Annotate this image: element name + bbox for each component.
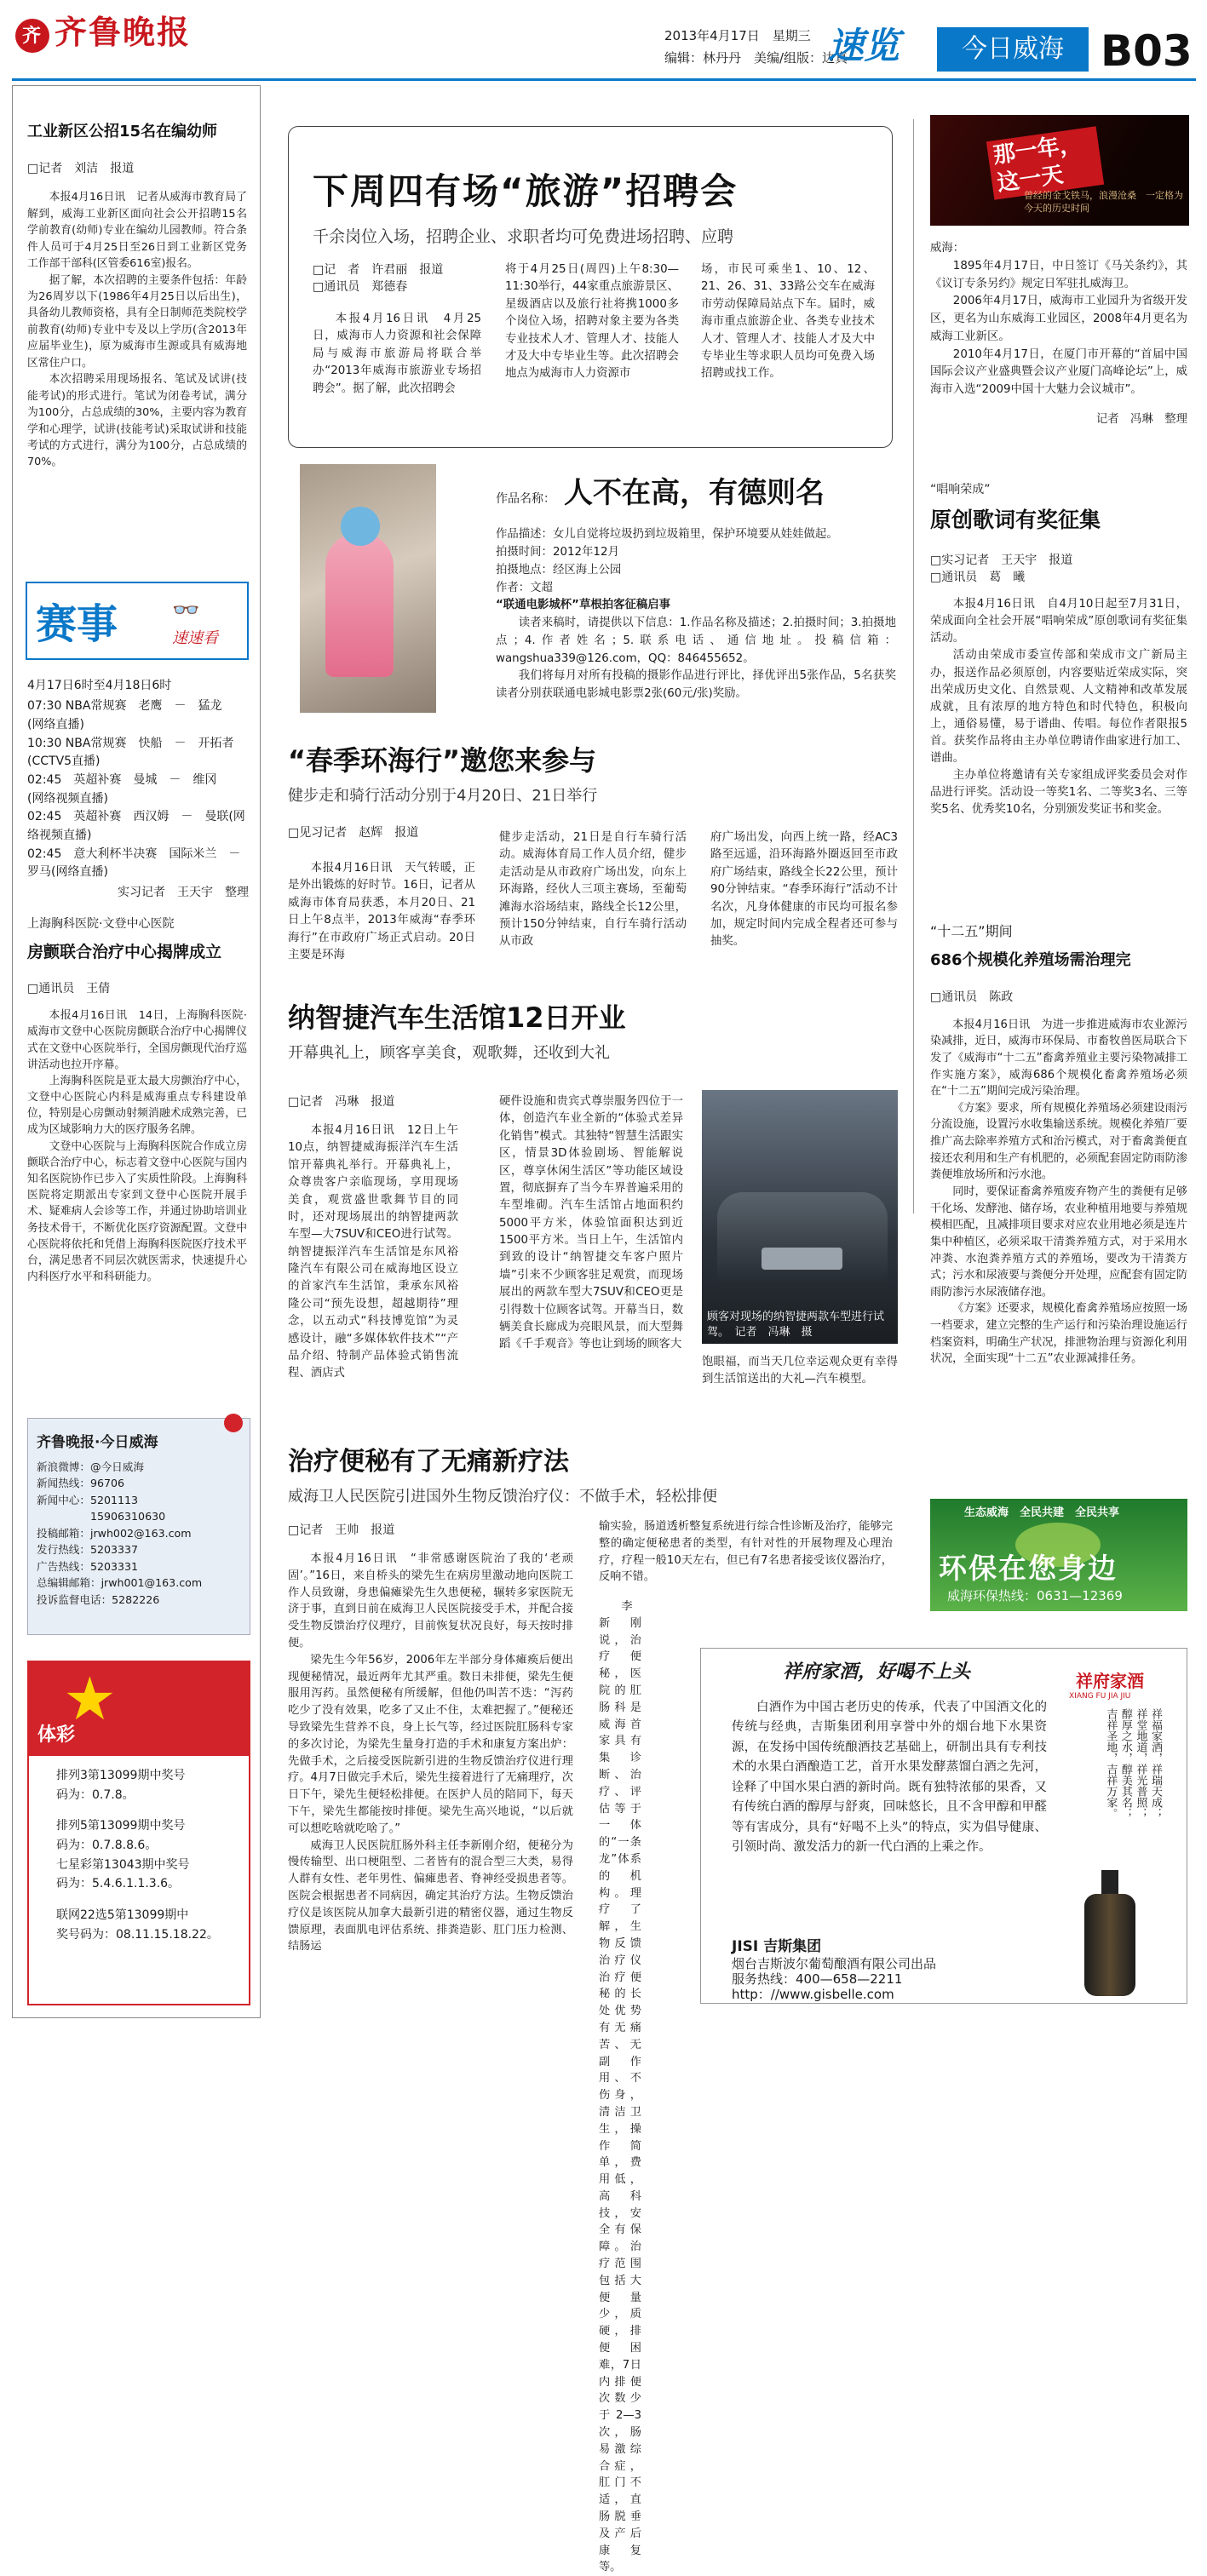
schedule-row: 07:30 NBA常规赛 老鹰 － 猛龙 <box>27 699 222 714</box>
contact-title: 齐鲁晚报·今日威海 <box>37 1434 158 1451</box>
article-column: 将于4月25日(周四)上午8:30—11:30举行，44家重点旅游景区、星级酒店以及旅行社将携1000多个岗位入场，招聘对象主要为各类专业技术人才、管理人才、技能人才及大中专毕业生等。此次招聘会地点为威海市人力资源市 <box>505 263 679 381</box>
contact-line: 广告热线：5203331 <box>37 1559 139 1573</box>
lottery-line: 联网22选5第13099期中 <box>56 1908 189 1923</box>
article-history <box>930 240 1187 429</box>
article-reporter: □通讯员 王倩 <box>27 981 111 995</box>
contest-time: 拍摄时间：2012年12月 <box>496 546 619 559</box>
schedule-range: 4月17日6时至4月18日6时 <box>27 679 172 692</box>
article-reporter: □记 者 许君丽 报道 <box>313 263 444 277</box>
lottery-banner <box>29 1662 249 1756</box>
article-column: 本报4月16日讯 天气转暖，正是外出锻炼的好时节。16日，记者从威海市体育局获悉，本月20日、21日上午8点半，2013年威海“春季环海行”在市政府广场正式启动。20日主要是环海 <box>288 862 475 961</box>
contest-place: 拍摄地点：经区海上公园 <box>496 563 622 577</box>
lottery-line: 码为：0.7.8.8.6。 <box>56 1839 158 1853</box>
article-kicker: “十二五”期间 <box>930 923 1013 939</box>
photo-caption: 顾客对现场的纳智捷两款车型进行试驾。 记者 冯琳 摄 <box>707 1311 885 1340</box>
lottery-label: 体彩 <box>37 1724 76 1746</box>
sports-header <box>26 582 249 660</box>
paragraph: 活动由荣成市委宣传部和荣成市文广新局主办，报送作品必须原创，内容要贴近荣成实际，突出荣成历史文化、自然景观、人文精神和改革发展成就，且有浓厚的地方特色和时代特色，积极向上，通俗易懂，易于谱曲、传唱。每位作者限报5首。获奖作品将由主办单位聘请作曲家进行加工、谱曲。 <box>930 649 1187 766</box>
wine-brand: JISI 吉斯集团 <box>732 1938 822 1955</box>
paragraph: 同时，要保证畜禽养殖废弃物产生的粪便有足够干化场、发酵池、储存场，农业种植用地要与养殖规模相匹配，且减排项目要求对应农业用地必须是连片集中种植区，必须采取干清粪养殖方式，对于采用水冲粪、水泡粪养殖方式的养殖场，要改为干清粪方式；污水和尿液要与粪便分开处理，应配套有固定防雨防渗污水尿液储存池。 <box>930 1185 1187 1299</box>
column-rule <box>913 119 914 1213</box>
article-heart-center <box>27 915 247 1285</box>
article-title: 原创歌词有奖征集 <box>930 508 1101 533</box>
schedule-row: 02:45 意大利杯半决赛 国际米兰 － 罗马(网络直播) <box>27 846 253 880</box>
schedule-row: 02:45 英超补赛 西汉姆 － 曼联(网络视频直播) <box>27 810 245 843</box>
article-column: 本报4月16日讯 12日上午10点，纳智捷威海振洋汽车生活馆开幕典礼举行。开幕典礼上，众尊贵客户亲临现场，享用现场美食，观赏盛世歌舞节目的同时，还对现场展出的纳智捷两款车型—大7SUV和CEO进行试驾。纳智捷振洋汽车生活馆是东风裕隆汽车有限公司在威海地区设立的首家汽车生活馆，秉承东风裕隆公司“预先设想，超越期待”理念，以五动式“科技博览馆”为灵感设计，融“多媒体软件技术”“产品介绍、特制产品体验式销售流程、酒店式 <box>288 1124 458 1380</box>
history-place: 威海： <box>930 242 965 255</box>
lottery-line: 排列5第13099期中奖号 <box>56 1819 186 1833</box>
lottery-line: 奖号码为：08.11.15.18.22。 <box>56 1927 219 1942</box>
contest-body <box>496 526 896 703</box>
car-grille <box>762 1248 842 1270</box>
contact-line: 投诉监督电话：5282226 <box>37 1592 160 1606</box>
article-body <box>930 596 1187 818</box>
glasses-icon: 👓 <box>172 598 200 623</box>
article-title: 下周四有场“旅游”招聘会 <box>313 170 739 212</box>
pushpin-icon <box>224 1414 243 1432</box>
article-reporter: □实习记者 王天宇 报道 <box>930 553 1073 567</box>
schedule-row: (网络视频直播) <box>27 791 108 806</box>
lottery-line: 七星彩第13043期中奖号 <box>56 1857 190 1872</box>
article-column: 饱眼福，而当天几位幸运观众更有幸得到生活馆送出的大礼—汽车模型。 <box>702 1356 898 1386</box>
schedule-row: 10:30 NBA常规赛 快船 － 开拓者(CCTV5直播) <box>27 736 234 769</box>
article-title: 房颤联合治疗中心揭牌成立 <box>27 943 222 962</box>
article-column: 硬件设施和贵宾式尊崇服务四位于一体，创造汽车业全新的“体验式差异化销售”模式。其独特“智慧生活跟实区，情景3D体验剧场、智能解说区，尊享休闲生活区”等功能区域设置，彻底摒弃了当今车界普遍采用的车型堆砌。汽车生活馆占地面积约5000平方米，体验馆面积达到近1500平方米。当日上午，生活馆内到致的设计“纳智捷交车客户照片墙”引来不少顾客驻足观赏，而现场展出的两款车型大7SUV和CEO更是引得数十位顾客试驾。开幕当日，数辆美食长廊成为亮眼风景，而大型舞蹈《千手观音》等也让到场的顾客大 <box>499 1095 683 1351</box>
contact-line: 投稿邮箱：jrwh002@163.com <box>37 1526 192 1540</box>
paragraph: 主办单位将邀请有关专家组成评奖委员会对作品进行评奖。活动设一等奖1名、二等奖3名、三等奖5名、优秀奖10名，分别颁发奖证书和奖金。 <box>930 769 1187 817</box>
environment-ad <box>930 1499 1187 1611</box>
paragraph: 梁先生今年56岁，2006年左半部分身体瘫痪后便出现便秘情况，最近两年尤其严重。数日未排便，梁先生便服用泻药。虽然便秘有所缓解，但他仍叫苦不迭：“泻药吃少了没有效果，吃多了又止不住，太难把握了。”便秘还导致梁先生营养不良，身上长气等，经过医院肛肠科专家的多次讨论，为梁先生量身打造的手术和康复方案出炉：先做手术，之后接受医院新引进的生物反馈治疗仪进行理疗。4月7日做完手术后，梁先生接着进行了无痛理疗，次日下午，梁先生便轻松排便。在医护人员的陪同下，每天下午，梁先生都能按时排便。梁先生高兴地说，“以后就可以想吃啥就吃啥了。” <box>288 1653 573 1835</box>
contact-lines <box>37 1459 250 1609</box>
wine-label-pinyin: XIANG FU JIA JIU <box>1069 1692 1131 1701</box>
paragraph: 威海卫人民医院肛肠外科主任李新刚介绍，便秘分为慢传输型、出口梗阻型、二者皆有的混合型三大类，易得人群有女性、老年男性、偏瘫患者、脊神经受损患者等。医院会根据患者不同病因，确定其治疗方法。生物反馈治疗仪是该医院从加拿大最新引进的精密仪器，通过生物反馈原理，表面肌电评估系统、排粪造影、肛门压力检测、结肠运 <box>288 1839 573 1954</box>
article-subtitle: 健步走和骑行活动分别于4月20日、21日举行 <box>288 787 598 806</box>
newspaper-logo: 齐 齐鲁晚报 <box>15 9 191 55</box>
paragraph: 本报4月16日讯 “非常感谢医院治了我的‘老顽固’。”16日，来自桥头的梁先生在病房里激动地向医院工作人员致谢，身患偏瘫梁先生久患便秘，辗转多家医院无济于事，直到日前在威海卫人民医院接受手术，并配合接受生物反馈治疗仪理疗，目前恢复状况良好，每天按时排便。 <box>288 1552 573 1649</box>
schedule-row: (网络直播) <box>27 717 84 731</box>
car-photo <box>702 1090 898 1344</box>
paragraph: 上海胸科医院是亚太最大房颤治疗中心，文登中心医院心内科是威海重点专科建设单位，特别是心房颤动射频消融术成熟完善，已成为区域影响力大的医疗服务名牌。 <box>27 1074 247 1137</box>
contest-desc: 作品描述：女儿自觉将垃圾扔到垃圾箱里，保护环境要从娃娃做起。 <box>496 528 838 542</box>
sports-label: 赛事 <box>36 600 118 648</box>
wine-label: 祥府家酒 <box>1076 1671 1144 1691</box>
article-column <box>599 1518 893 1586</box>
contest-prize: 我们将每月对所有投稿的摄影作品进行评比，择优评出5张作品，5名获奖读者分别获联通电影城电影票2张(60元/张)奖励。 <box>496 669 896 701</box>
photo-head <box>341 507 380 546</box>
sports-sub: 速速看 <box>172 629 218 647</box>
paragraph: 2006年4月17日，威海市工业园升为省级开发区，更名为山东威海工业园区，2008年4月更名为威海工业新区。 <box>930 295 1187 343</box>
lottery-line: 排列3第13099期中奖号 <box>56 1769 186 1782</box>
contact-box <box>27 1418 250 1635</box>
contact-line: 新闻中心：5201113 <box>37 1493 139 1506</box>
article-farms <box>930 921 1187 1368</box>
article-reporter: □通讯员 葛 曦 <box>930 570 1026 584</box>
article-title: 人不在高，有德则名 <box>564 476 825 510</box>
wine-ad <box>700 1648 1187 2004</box>
photo-girl <box>300 464 436 713</box>
article-kicker: 上海胸科医院·文登中心医院 <box>27 917 175 931</box>
article-reporter: 记者 冯琳 整理 <box>1095 412 1187 426</box>
paragraph: 据了解，本次招聘的主要条件包括：年龄为26周岁以下(1986年4月25日以后出生)，具备幼儿教师资格，具有全日制师范类院校学前教育(幼师)专业中专及以上学历(含2013年应届毕业生)，原为威海市生源或具有威海地区常住户口。 <box>27 273 247 370</box>
masthead <box>0 0 1207 82</box>
article-column: 健步走活动，21日是自行车骑行活动。威海体育局工作人员介绍，健步走活动是从市政府广场出发，向东上环海路，经伙人三项主赛场，至葡萄滩海水浴场结束，路线全长12公里，预计150分钟结束，自行车骑行活动从市政 <box>499 831 687 949</box>
section-brand: 速览 <box>828 25 900 66</box>
article-subtitle: 威海卫人民医院引进国外生物反馈治疗仪：不做手术，轻松排便 <box>288 1487 717 1506</box>
paragraph: 本报4月16日讯 自4月10日起至7月31日，荣成面向全社会开展“唱响荣成”原创歌词有奖征集活动。 <box>930 598 1187 645</box>
lottery-box <box>27 1661 250 2005</box>
article-body <box>27 1007 247 1285</box>
paragraph: 《方案》要求，所有规模化养殖场必须建设雨污分流设施，设置污水收集输送系统。规模化养殖厂要推广高去除率养殖方式和治污模式，对于畜禽粪便直接还农利用和生产有机肥的，必须配套固定防雨防渗粪便堆放场所和污水池。 <box>930 1101 1187 1182</box>
wine-phone: 服务热线：400—658—2211 <box>732 1971 903 1987</box>
contact-line: 发行热线：5203337 <box>37 1543 139 1557</box>
wine-slogan: 祥府家酒，好喝不上头 <box>783 1661 971 1683</box>
car-body <box>717 1192 888 1286</box>
section-name: 今日威海 <box>937 27 1089 72</box>
env-hotline: 威海环保热线：0631—12369 <box>947 1588 1123 1604</box>
masthead-rule <box>12 78 1196 81</box>
schedule-row: 02:45 英超补赛 曼城 － 维冈 <box>27 773 217 788</box>
sports-schedule <box>27 677 253 901</box>
env-main: 环保在您身边 <box>939 1552 1118 1585</box>
contact-line: 总编辑邮箱：jrwh001@163.com <box>37 1576 203 1590</box>
article-title: 治疗便秘有了无痛新疗法 <box>288 1447 569 1477</box>
article-column <box>599 1598 641 2576</box>
logo-seal-icon: 齐 <box>15 19 49 53</box>
wine-bottle <box>1080 1870 1140 1998</box>
schedule-reporter: 实习记者 王天宇 整理 <box>118 886 249 900</box>
article-photo-contest <box>496 473 896 703</box>
paragraph: 李新刚说，治疗便秘，医院的肛肠科是威海首家具有集诊断、治疗、评估等于一体的“一条龙”体系的机构。理疗了解，生物反馈治疗仪治疗便秘的长处优势有无痛苦、无副作用、不伤身，清洁卫生，操作简单，费用低，高科技，安全有保障。治疗范围包括大便量少，质硬，排便困难，7日内排便次数少于2—3次，肠易激综合症，肛门不适，直肠脱垂及产后康复等。 <box>599 1600 641 2574</box>
article-subtitle: 开幕典礼上，顾客享美食，观歌舞，还收到大礼 <box>288 1044 610 1063</box>
article-reporter: □记者 冯琳 报道 <box>288 1095 395 1109</box>
contest-title-row <box>496 473 896 514</box>
contest-author: 作者：文超 <box>496 581 553 594</box>
contest-event: “联通电影城杯”草根拍客征稿启事 <box>496 599 671 612</box>
contact-line: 新闻热线：96706 <box>37 1477 125 1490</box>
article-kicker: “唱响荣成” <box>930 483 991 496</box>
paragraph: 2010年4月17日，在厦门市开幕的“首届中国国际会议产业盛典暨会议产业厦门高峰论坛”上，威海市入选“2009中国十大魅力会议城市”。 <box>930 347 1187 397</box>
wine-poem: 祥福家酒，祥瑞天成；祥堂地道，祥光普照；醇厚之水，醇美其名；吉祥圣地，吉祥万家。 <box>1104 1708 1162 1819</box>
lottery-line: 码为：5.4.6.1.1.3.6。 <box>56 1877 181 1891</box>
article-column: 本报4月16日讯 4月25日，威海市人力资源和社会保障局与威海市旅游局将联合举办“2013年威海市旅游业专场招聘会”。据了解，此次招聘会 <box>313 313 481 395</box>
article-title: “春季环海行”邀您来参与 <box>288 744 597 777</box>
history-banner <box>930 115 1189 226</box>
article-reporter: □记者 王帅 报道 <box>288 1523 395 1537</box>
paragraph: 本报4月16日讯 14日，上海胸科医院·威海市文登中心医院房颤联合治疗中心揭牌仪式在文登中心医院举行，全国房颤现代治疗巡讲活动也拉开序幕。 <box>27 1009 247 1071</box>
article-column <box>288 1551 573 1955</box>
article-luxgen <box>288 998 897 1441</box>
editor-credits: 编辑：林丹丹 美编/组版：边真 <box>664 50 848 66</box>
paragraph: 1895年4月17日，中日签订《马关条约》，其《议订专条另约》规定日军驻扎威海卫。 <box>930 259 1187 290</box>
article-kindergarten <box>27 121 247 471</box>
bottle-neck <box>1101 1870 1118 1894</box>
env-top: 生态威海 全民共建 全民共享 <box>964 1506 1120 1519</box>
contest-notice: 读者来稿时，请提供以下信息：1.作品名称及描述；2.拍摄时间；3.拍摄地点；4.作者姓名；5.联系电话、通信地址。投稿信箱：wangshua339@126.com，QQ：846455652。 <box>496 617 896 665</box>
contact-line: 新浪微博：@今日威海 <box>37 1460 144 1473</box>
wine-url: http：//www.gisbelle.com <box>732 1987 894 2002</box>
article-title: 686个规模化养殖场需治理完 <box>930 951 1131 970</box>
article-reporter: □通讯员 陈政 <box>930 990 1014 1005</box>
photo-figure <box>325 532 394 677</box>
paragraph: 本报4月16日讯 为进一步推进威海市农业源污染减排，近日，威海市环保局、市畜牧兽医局联合下发了《威海市“十二五”畜禽养殖业主要污染物减排工作实施方案》，威海686个规模化畜禽养殖场必须在“十二五”期间完成污染治理。 <box>930 1018 1187 1099</box>
history-title: 那一年，这一天 <box>986 126 1104 199</box>
article-column: 府广场出发，向西上统一路，经AC3路至远遥，沿环海路外圈返回至市政府广场结束，路线全长22公里，预计90分钟结束。“春季环海行”活动不计名次，凡身体健康的市民均可报名参加，规定时间内完成全程者还可参与抽奖。 <box>710 831 898 949</box>
page-number: B03 <box>1101 26 1193 76</box>
article-spring-walk <box>288 741 898 961</box>
article-subtitle: 千余岗位入场，招聘企业、求职者均可免费进场招聘、应聘 <box>313 227 734 246</box>
wine-text: 白酒作为中国古老历史的传承，代表了中国酒文化的传统与经典，吉斯集团利用享誉中外的烟台地下水果资源，在发扬中国传统酿酒技艺基础上，研制出具有专利技术的水果白酒酿造工艺，首开水果发酵蒸馏白酒之先河，诠释了中国水果白酒的新时尚。既有独特浓郁的果香，又有传统白酒的醇厚与舒爽，回味悠长，且不含甲醇和甲醛等有害成分，具有“好喝不上头”的特点，实为倡导健康、引领时尚、激发活力的新一代白酒的上乘之作。 <box>732 1701 1047 1855</box>
lottery-line: 码为：0.7.8。 <box>56 1787 135 1802</box>
issue-date: 2013年4月17日 星期三 <box>664 28 811 43</box>
history-tagline: 曾经的金戈铁马，浪漫沧桑 一定格为今天的历史时间 <box>1024 190 1183 214</box>
bottle-body <box>1084 1894 1135 1996</box>
star-icon: ★ <box>63 1664 117 1734</box>
article-body <box>930 1017 1187 1368</box>
article-title: 纳智捷汽车生活馆12日开业 <box>288 1001 626 1034</box>
article-reporter: □通讯员 郑德春 <box>313 280 408 294</box>
lottery-lines <box>29 1756 249 1944</box>
paragraph: 文登中心医院与上海胸科医院合作成立房颤联合治疗中心，标志着文登中心医院与国内知名医院协作已步入了实质性阶段。上海胸科医院将定期派出专家到文登中心医院开展手术、疑难病人会诊等工作，并通过协助培训业务技术骨干，不断优化医疗资源配置。文登中心医院将依托和凭借上海胸科医院医疗技术平台，满足患者不同层次就医需求，快速提升心内科医疗水平和科研能力。 <box>27 1139 247 1284</box>
paragraph: 本次招聘采用现场报名、笔试及试讲(技能考试)的形式进行。笔试为闭卷考试，满分为100分，占总成绩的30%，主要内容为教育学和心理学，试讲(技能考试)采取试讲和技能考试的方式进行，满分为100分，占总成绩的70%。 <box>27 373 247 469</box>
contest-kicker: 作品名称： <box>496 492 555 506</box>
article-column: 场，市民可乘坐1、10、12、21、26、31、33路公交车在威海市劳动保障局站点下车。届时，威海市重点旅游企业、各类专业技术人才、管理人才、技能人才及大中专毕业生等求职人员均可免费入场招聘或找工作。 <box>701 263 875 381</box>
article-reporter: □见习记者 赵辉 报道 <box>288 826 419 840</box>
contact-line: 15906310630 <box>37 1510 166 1523</box>
article-lyrics <box>930 481 1187 819</box>
paragraph: 输实验，肠道透析整复系统进行综合性诊断及治疗，能够完整的确定便秘患者的类型，有针对性的开展物理及心理治疗，疗程一般10天左右，但已有7名患者接受该仪器治疗，反响不错。 <box>599 1520 893 1584</box>
paragraph: 本报4月16日讯 记者从威海市教育局了解到，威海工业新区面向社会公开招聘15名学前教育(幼师)专业在编幼儿园教师。符合条件人员可于4月25日至26日到工业新区党务工作部干部科(区管委616室)报名。 <box>27 191 247 271</box>
wine-company: 烟台吉斯波尔葡萄酿酒有限公司出品 <box>732 1956 937 1971</box>
article-body <box>27 189 247 470</box>
article-reporter: □记者 刘洁 报道 <box>27 162 135 176</box>
article-job-fair <box>288 126 893 448</box>
article-title: 工业新区公招15名在编幼师 <box>27 123 218 141</box>
paragraph: 《方案》还要求，规模化畜禽养殖场应按照一场一档要求，建立完整的生产运行和污染治理设施运行档案资料，明确生产状况，排泄物治理与资源化利用状况，全面实现“十二五”农业源减排任务。 <box>930 1302 1187 1366</box>
